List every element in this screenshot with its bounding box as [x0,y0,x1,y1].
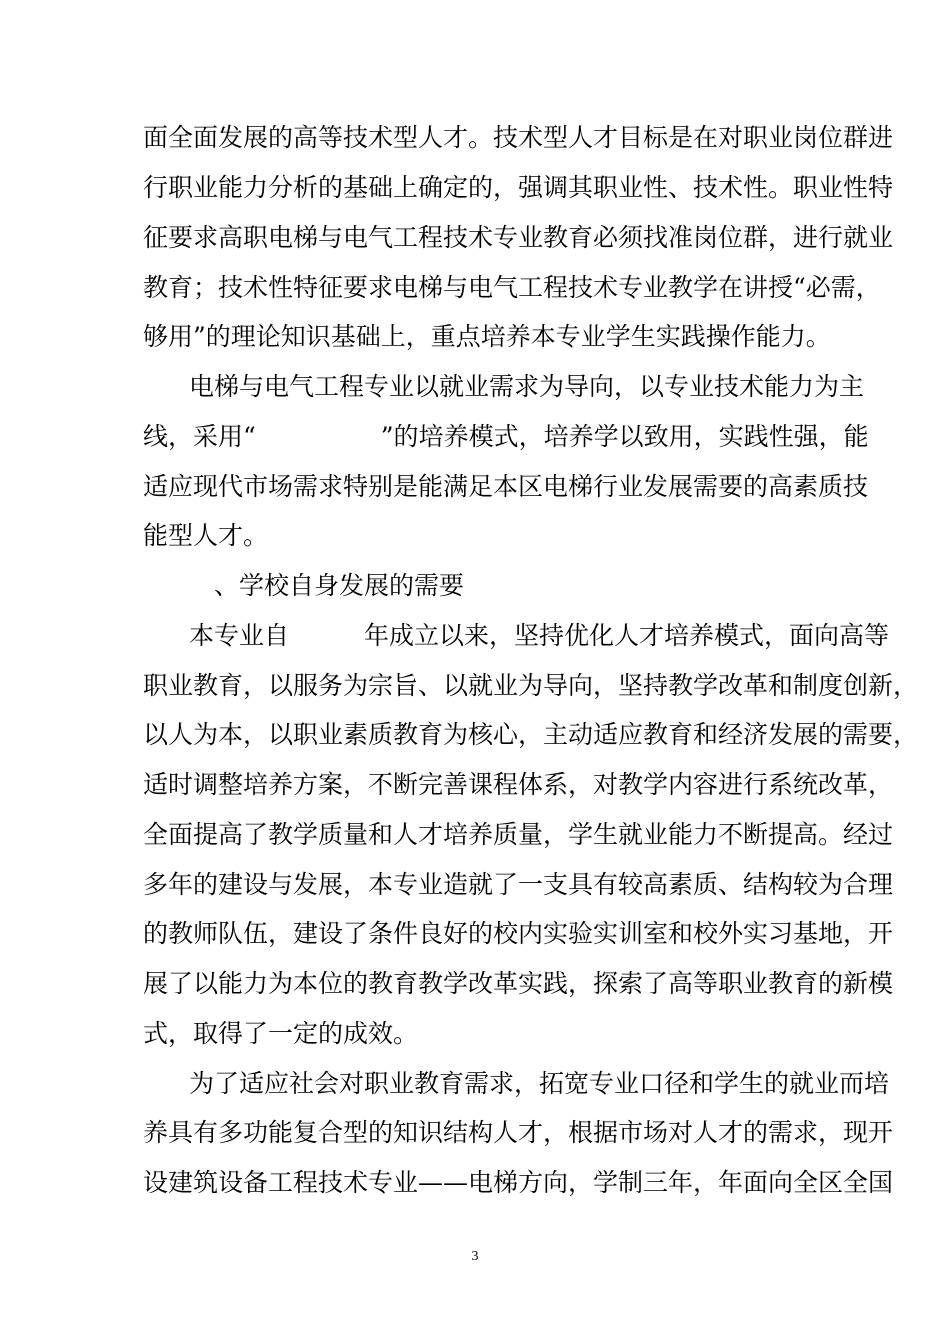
text-line: 职业教育，以服务为宗旨、以就业为导向，坚持教学改革和制度创新， [143,671,919,700]
text-line: 面全面发展的高等技术型人才。技术型人才目标是在对职业岗位群进 [143,123,894,152]
text-line: 多年的建设与发展，本专业造就了一支具有较高素质、结构较为合理 [143,870,894,899]
page-number: 3 [471,1249,479,1264]
paragraph-first-line: 电梯与电气工程专业以就业需求为导向，以专业技术能力为主 [189,372,865,401]
text-line: 够用”的理论知识基础上，重点培养本专业学生实践操作能力。 [143,322,831,351]
text-line: 线，采用“ ”的培养模式，培养学以致用，实践性强，能 [143,422,869,451]
section-heading: 、学校自身发展的需要 [189,571,465,600]
text-line: 以人为本，以职业素质教育为核心，主动适应教育和经济发展的需要， [143,720,919,749]
text-line: 教育；技术性特征要求电梯与电气工程技术专业教学在讲授“必需， [143,273,881,302]
text-line: 适应现代市场需求特别是能满足本区电梯行业发展需要的高素质技 [143,472,869,501]
text-line: 征要求高职电梯与电气工程技术专业教育必须找准岗位群，进行就业 [143,223,894,252]
text-line: 的教师队伍，建设了条件良好的校内实验实训室和校外实习基地，开 [143,919,894,948]
text-line: 养具有多功能复合型的知识结构人才，根据市场对人才的需求，现开 [143,1118,894,1147]
text-line: 适时调整培养方案，不断完善课程体系，对教学内容进行系统改革， [143,770,894,799]
text-line: 式，取得了一定的成效。 [143,1019,419,1048]
text-line: 展了以能力为本位的教育教学改革实践，探索了高等职业教育的新模 [143,969,894,998]
text-line: 设建筑设备工程技术专业——电梯方向，学制三年，年面向全区全国 [143,1168,894,1197]
paragraph-first-line: 为了适应社会对职业教育需求，拓宽专业口径和学生的就业而培 [189,1069,890,1098]
text-line: 行职业能力分析的基础上确定的，强调其职业性、技术性。职业性特 [143,173,894,202]
paragraph-first-line: 本专业自 年成立以来，坚持优化人才培养模式，面向高等 [189,621,890,650]
text-line: 全面提高了教学质量和人才培养质量，学生就业能力不断提高。经过 [143,820,894,849]
text-line: 能型人才。 [143,521,269,550]
